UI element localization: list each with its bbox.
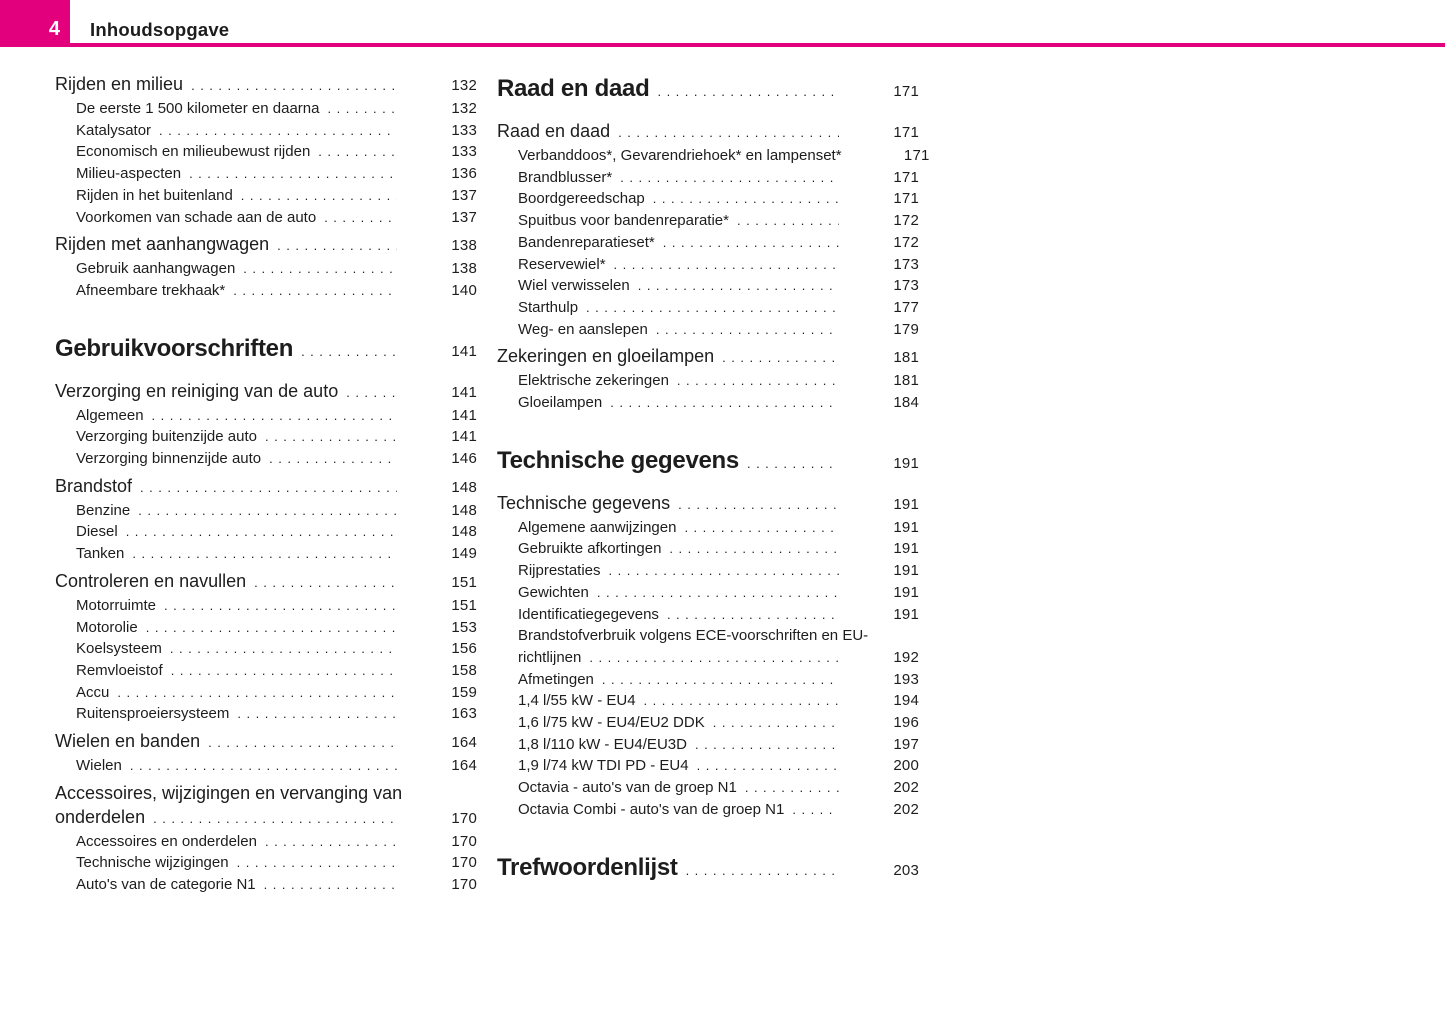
toc-entry-label: Identificatiegegevens: [518, 605, 659, 623]
toc-leader-dots: [265, 426, 397, 448]
toc-entry-page: 170: [451, 832, 477, 850]
toc-leader-dots: [653, 188, 839, 210]
toc-entry: [497, 297, 919, 319]
toc-leader-dots: [327, 98, 397, 120]
toc-entry-page: 136: [451, 165, 477, 183]
toc-entry-page: 173: [893, 277, 919, 295]
toc-leader-dots: [713, 712, 839, 734]
toc-entry: [55, 258, 477, 280]
toc-entry-label: Rijden in het buitenland: [76, 186, 233, 204]
toc-entry-page: 148: [451, 501, 477, 519]
toc-entry-label: Zekeringen en gloeilampen: [497, 346, 715, 367]
toc-leader-dots: [684, 517, 839, 539]
toc-entry-label: Afmetingen: [518, 670, 594, 688]
toc-entry-page: 196: [893, 714, 919, 732]
toc-entry-label: Motorruimte: [76, 596, 157, 614]
toc-entry: [55, 232, 477, 258]
toc-entry-label: 1,9 l/74 kW TDI PD - EU4: [518, 757, 689, 775]
toc-entry-page: 191: [893, 583, 919, 601]
toc-leader-dots: [663, 232, 839, 254]
toc-entry: [55, 569, 477, 595]
toc-entry-label: Koelsysteem: [76, 640, 162, 658]
toc-entry: [497, 777, 919, 799]
toc-entry-page: 191: [893, 605, 919, 623]
toc-entry-label: Wielen: [76, 757, 122, 775]
toc-entry-label: Ruitensproeiersysteem: [76, 705, 230, 723]
toc-leader-dots: [130, 755, 397, 777]
toc-entry-page: 172: [893, 212, 919, 230]
toc-entry: [55, 120, 477, 142]
toc-entry-page: 141: [451, 383, 477, 401]
toc-leader-dots: [264, 874, 397, 896]
toc-entry: [55, 500, 477, 522]
toc-leader-dots: [237, 852, 397, 874]
toc-entry-label: Weg- en aanslepen: [518, 320, 648, 338]
toc-entry-label: Algemeen: [76, 406, 144, 424]
toc-entry: [55, 141, 477, 163]
toc-entry-label: Octavia Combi - auto's van de groep N1: [518, 800, 785, 818]
toc-entry-page: 181: [893, 372, 919, 390]
toc-entry: [55, 638, 477, 660]
toc-entry-page: 151: [451, 596, 477, 614]
toc-entry-label: Brandstof: [55, 475, 133, 496]
toc-leader-dots: [620, 167, 839, 189]
toc-entry-label: Accessoires en onderdelen: [76, 832, 257, 850]
toc-entry-page: 141: [451, 406, 477, 424]
toc-entry-label: Trefwoordenlijst: [497, 853, 678, 881]
toc-leader-dots: [686, 854, 839, 888]
toc-entry: [497, 72, 919, 109]
toc-leader-dots: [265, 831, 397, 853]
toc-entry-page: 141: [451, 428, 477, 446]
toc-entry-label: Octavia - auto's van de groep N1: [518, 779, 737, 797]
toc-leader-dots: [656, 319, 839, 341]
toc-entry-page: 173: [893, 255, 919, 273]
toc-entry-page: 170: [451, 876, 477, 894]
toc-entry: [497, 647, 919, 669]
toc-entry-page: 132: [451, 100, 477, 117]
toc-entry-page: 137: [451, 208, 477, 226]
toc-entry-label: Afneembare trekhaak*: [76, 281, 226, 299]
toc-entry-label: Technische gegevens: [497, 492, 671, 513]
toc-entry-page: 171: [893, 124, 919, 141]
toc-entry-label: Voorkomen van schade aan de auto: [76, 208, 317, 226]
toc-leader-dots: [745, 777, 839, 799]
toc-entry-page: 191: [893, 562, 919, 580]
toc-entry: [497, 712, 919, 734]
toc-entry: [497, 491, 919, 517]
toc-entry-label: Elektrische zekeringen: [518, 372, 669, 390]
toc-leader-dots: [346, 381, 397, 405]
toc-entry-label: Controleren en navullen: [55, 570, 247, 591]
toc-entry-page: 151: [451, 573, 477, 591]
toc-leader-dots: [254, 571, 397, 595]
page-number-badge: 4: [0, 0, 70, 43]
toc-entry-label: Bandenreparatieset*: [518, 233, 655, 251]
toc-entry: [55, 207, 477, 229]
toc-leader-dots: [589, 647, 839, 669]
toc-entry-page: 170: [451, 809, 477, 827]
toc-entry: [497, 232, 919, 254]
toc-leader-dots: [324, 207, 397, 229]
toc-entry: [497, 119, 919, 145]
toc-leader-dots: [722, 346, 839, 370]
toc-leader-dots: [614, 254, 839, 276]
toc-leader-dots: [237, 703, 397, 725]
toc-leader-dots: [189, 163, 397, 185]
toc-entry-label: Rijden met aanhangwagen: [55, 234, 270, 255]
toc-entry: [497, 690, 919, 712]
toc-entry: [55, 72, 477, 98]
toc-entry-page: 191: [893, 540, 919, 558]
toc-entry-label-line1: Accessoires, wijzigingen en vervanging van: [55, 782, 403, 803]
toc-entry-page: 164: [451, 734, 477, 752]
toc-entry: [55, 332, 477, 369]
toc-entry: [55, 379, 477, 405]
toc-entry: [497, 517, 919, 539]
toc-entry-page: 192: [893, 648, 919, 666]
toc-entry-label: Brandblusser*: [518, 168, 613, 186]
toc-leader-dots: [208, 731, 397, 755]
toc-entry: [55, 831, 477, 853]
toc-entry-page: 133: [451, 143, 477, 161]
toc-entry-page: 202: [893, 800, 919, 818]
toc-entry-label: Remvloeistof: [76, 661, 163, 679]
toc-entry-label: Katalysator: [76, 121, 152, 139]
toc-entry-label: Auto's van de categorie N1: [76, 876, 256, 894]
toc-entry-label: Gebruikte afkortingen: [518, 540, 662, 558]
toc-column-right: [497, 72, 930, 898]
toc-entry-page: 191: [893, 518, 919, 536]
toc-entry: [55, 682, 477, 704]
toc-entry: [497, 799, 919, 821]
toc-entry: [497, 167, 919, 189]
toc-leader-dots: [126, 521, 397, 543]
toc-entry-page: 197: [893, 735, 919, 753]
toc-entry-label: Boordgereedschap: [518, 190, 645, 208]
toc-entry-label: Verzorging en reiniging van de auto: [55, 380, 339, 401]
toc-entry: [55, 280, 477, 302]
toc-entry-page: 149: [451, 545, 477, 563]
toc-leader-dots: [609, 560, 839, 582]
toc-entry-label: Spuitbus voor bandenreparatie*: [518, 212, 729, 230]
toc-entry-page: 193: [893, 670, 919, 688]
toc-entry-page: 133: [451, 121, 477, 139]
toc-entry: [55, 474, 477, 500]
toc-entry: [55, 595, 477, 617]
table-of-contents: [0, 47, 1445, 898]
toc-leader-dots: [586, 297, 839, 319]
toc-entry-page: 148: [451, 478, 477, 496]
toc-entry-page: 171: [893, 168, 919, 186]
toc-entry: [497, 734, 919, 756]
toc-leader-dots: [618, 121, 839, 145]
toc-leader-dots: [677, 370, 839, 392]
toc-entry-label: Starthulp: [518, 298, 579, 316]
toc-entry-label: Wielen en banden: [55, 731, 201, 752]
toc-entry-label: Diesel: [76, 523, 118, 541]
toc-leader-dots: [171, 660, 397, 682]
toc-entry: [55, 185, 477, 207]
toc-entry: [497, 560, 919, 582]
toc-entry: [497, 604, 919, 626]
toc-entry: [497, 582, 919, 604]
toc-entry-label: Gebruik aanhangwagen: [76, 260, 236, 278]
toc-leader-dots: [191, 74, 397, 98]
toc-entry-page: 140: [451, 281, 477, 299]
page-title: Inhoudsopgave: [90, 18, 230, 40]
toc-entry: [55, 98, 477, 120]
toc-entry-label: 1,4 l/55 kW - EU4: [518, 692, 636, 710]
toc-entry-label: Raad en daad: [497, 121, 611, 141]
toc-leader-dots: [159, 120, 397, 142]
toc-entry-label: Verzorging binnenzijde auto: [76, 450, 262, 468]
toc-entry-page: 164: [451, 757, 477, 775]
toc-entry-label: Technische gegevens: [497, 446, 739, 474]
toc-entry-page: 132: [451, 77, 477, 94]
toc-entry-label: Verbanddoos*, Gevarendriehoek* en lampenset*: [518, 147, 842, 164]
toc-entry-label: De eerste 1 500 kilometer en daarna: [76, 100, 320, 117]
toc-leader-dots: [318, 141, 397, 163]
toc-entry: [497, 275, 919, 297]
toc-leader-dots: [597, 582, 839, 604]
toc-entry: [497, 444, 919, 481]
toc-leader-dots: [638, 275, 839, 297]
toc-entry-label: Benzine: [76, 501, 131, 519]
toc-entry-label: Rijden en milieu: [55, 74, 184, 94]
toc-entry: [55, 660, 477, 682]
toc-entry: [55, 426, 477, 448]
toc-entry: [55, 521, 477, 543]
toc-entry: [497, 370, 919, 392]
toc-leader-dots: [669, 538, 839, 560]
toc-entry-label: Motorolie: [76, 618, 138, 636]
toc-entry: [497, 344, 919, 370]
toc-entry-page: 159: [451, 683, 477, 701]
toc-leader-dots: [277, 234, 397, 258]
toc-entry: [55, 852, 477, 874]
toc-entry-page: 181: [893, 349, 919, 367]
toc-leader-dots: [667, 604, 839, 626]
toc-entry-page: 184: [893, 394, 919, 412]
toc-leader-dots: [146, 617, 397, 639]
toc-entry-page: 171: [893, 83, 919, 100]
toc-entry-label: Reservewiel*: [518, 255, 606, 273]
toc-entry-label: Raad en daad: [497, 75, 650, 102]
toc-entry: [497, 669, 919, 691]
toc-entry-label: richtlijnen: [518, 648, 582, 666]
toc-leader-dots: [170, 638, 397, 660]
toc-leader-dots: [695, 734, 839, 756]
toc-entry-page: 153: [451, 618, 477, 636]
toc-leader-dots: [644, 690, 839, 712]
toc-entry-page: 203: [893, 861, 919, 879]
toc-entry-page: 156: [451, 640, 477, 658]
toc-entry-page: 191: [893, 454, 919, 472]
toc-entry-page: 146: [451, 450, 477, 468]
toc-entry: [55, 874, 477, 896]
toc-entry: [55, 405, 477, 427]
toc-entry-label: Algemene aanwijzingen: [518, 518, 677, 536]
toc-leader-dots: [697, 755, 839, 777]
toc-entry-page: 171: [893, 190, 919, 208]
toc-entry-page: 163: [451, 705, 477, 723]
toc-entry: [497, 755, 919, 777]
toc-entry-page: 191: [893, 495, 919, 513]
toc-leader-dots: [610, 392, 839, 414]
toc-entry-label: Accu: [76, 683, 110, 701]
toc-entry: [497, 392, 919, 414]
toc-entry-page: 200: [893, 757, 919, 775]
toc-entry-page: 137: [451, 186, 477, 204]
toc-entry: [497, 319, 919, 341]
toc-entry-label: Economisch en milieubewust rijden: [76, 143, 311, 161]
toc-entry-label: Gebruikvoorschriften: [55, 334, 294, 362]
toc-entry: [497, 210, 919, 232]
toc-leader-dots: [747, 447, 839, 481]
toc-entry-label: Milieu-aspecten: [76, 165, 182, 183]
toc-leader-dots: [132, 543, 397, 565]
toc-entry-label: Wiel verwisselen: [518, 277, 630, 295]
toc-entry-label: Rijprestaties: [518, 562, 601, 580]
toc-entry: [497, 254, 919, 276]
toc-entry-label-line1: Brandstofverbruik volgens ECE-voorschriften en EU-: [518, 627, 869, 645]
toc-entry-page: 141: [451, 342, 477, 360]
toc-leader-dots: [117, 682, 397, 704]
toc-entry-page: 138: [451, 260, 477, 278]
toc-entry: [55, 617, 477, 639]
toc-leader-dots: [301, 335, 397, 369]
toc-entry-page: 172: [893, 233, 919, 251]
toc-entry-page: 158: [451, 661, 477, 679]
toc-entry: [55, 805, 477, 831]
toc-entry-label: Gewichten: [518, 583, 589, 601]
toc-entry: [55, 163, 477, 185]
header-rule: [0, 43, 1445, 47]
toc-leader-dots: [233, 280, 397, 302]
toc-entry-page: 138: [451, 237, 477, 255]
toc-leader-dots: [269, 448, 397, 470]
toc-entry-page: 202: [893, 779, 919, 797]
toc-leader-dots: [164, 595, 397, 617]
toc-leader-dots: [737, 210, 839, 232]
toc-leader-dots: [138, 500, 397, 522]
toc-entry-label: onderdelen: [55, 806, 146, 827]
toc-entry-page: 170: [451, 854, 477, 872]
toc-entry-label: Verzorging buitenzijde auto: [76, 428, 257, 446]
toc-leader-dots: [153, 807, 397, 831]
toc-entry: [55, 755, 477, 777]
toc-entry-page: 148: [451, 523, 477, 541]
toc-entry: [497, 851, 919, 888]
toc-leader-dots: [678, 493, 839, 517]
toc-entry: [497, 188, 919, 210]
toc-entry-label: Gloeilampen: [518, 394, 603, 412]
toc-leader-dots: [241, 185, 397, 207]
toc-entry: [55, 543, 477, 565]
toc-entry: [55, 729, 477, 755]
toc-entry: [55, 703, 477, 725]
toc-entry-label: 1,8 l/110 kW - EU4/EU3D: [518, 735, 687, 753]
toc-leader-dots: [140, 476, 397, 500]
toc-entry-label: Technische wijzigingen: [76, 854, 229, 872]
toc-leader-dots: [152, 405, 397, 427]
toc-entry-page: 194: [893, 692, 919, 710]
toc-leader-dots: [792, 799, 839, 821]
toc-leader-dots: [602, 669, 839, 691]
toc-entry: [497, 145, 930, 167]
toc-leader-dots: [657, 75, 839, 109]
toc-entry-label: 1,6 l/75 kW - EU4/EU2 DDK: [518, 714, 705, 732]
toc-leader-dots: [243, 258, 397, 280]
toc-entry: [55, 448, 477, 470]
toc-entry: [497, 538, 919, 560]
toc-column-left: [55, 72, 477, 898]
toc-entry-page: 179: [893, 320, 919, 338]
toc-entry-label: Tanken: [76, 545, 125, 563]
toc-entry-page: 171: [903, 147, 930, 164]
toc-entry-page: 177: [893, 298, 919, 316]
page-header: [0, 0, 1445, 47]
